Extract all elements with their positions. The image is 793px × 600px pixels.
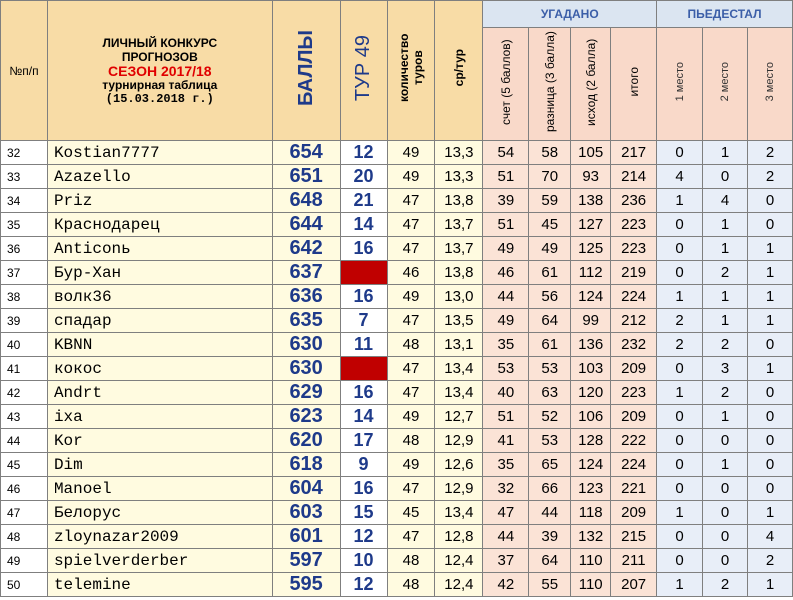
points-cell: 648 <box>272 189 340 213</box>
avg-cell: 12,9 <box>435 477 483 501</box>
place1-cell: 1 <box>657 285 703 309</box>
place1-cell: 0 <box>657 477 703 501</box>
place3-cell: 0 <box>747 213 792 237</box>
col-header-points: БАЛЛЫ <box>272 1 340 141</box>
place3-cell: 2 <box>747 165 792 189</box>
tour-cell: 12 <box>340 525 387 549</box>
table-row <box>1 285 793 309</box>
avg-cell: 13,4 <box>435 501 483 525</box>
participant-name: Бур-Хан <box>47 261 272 285</box>
outcome-cell: 128 <box>571 429 611 453</box>
table-row <box>1 189 793 213</box>
tour-cell: 7 <box>340 309 387 333</box>
points-cell: 601 <box>272 525 340 549</box>
score-cell: 53 <box>483 357 529 381</box>
avg-cell: 13,3 <box>435 141 483 165</box>
place1-cell: 0 <box>657 237 703 261</box>
diff-cell: 39 <box>529 525 571 549</box>
tour-cell: 12 <box>340 141 387 165</box>
col-header-total: итого <box>611 28 657 141</box>
points-cell: 597 <box>272 549 340 573</box>
total-cell: 209 <box>611 501 657 525</box>
score-cell: 32 <box>483 477 529 501</box>
total-cell: 224 <box>611 285 657 309</box>
avg-cell: 13,3 <box>435 165 483 189</box>
score-cell: 37 <box>483 549 529 573</box>
table-row <box>1 501 793 525</box>
place3-cell: 1 <box>747 237 792 261</box>
avg-cell: 12,9 <box>435 429 483 453</box>
tour-cell: 15 <box>340 501 387 525</box>
tours-count-cell: 49 <box>387 165 435 189</box>
title-subtitle: турнирная таблица <box>102 77 218 92</box>
tour-cell: 21 <box>340 189 387 213</box>
table-row <box>1 429 793 453</box>
diff-cell: 65 <box>529 453 571 477</box>
score-cell: 51 <box>483 405 529 429</box>
table-row <box>1 573 793 597</box>
place3-cell: 0 <box>747 429 792 453</box>
score-cell: 51 <box>483 213 529 237</box>
place1-cell: 0 <box>657 261 703 285</box>
place1-cell: 1 <box>657 573 703 597</box>
participant-name: zloynazar2009 <box>47 525 272 549</box>
outcome-cell: 103 <box>571 357 611 381</box>
row-number: 40 <box>1 333 48 357</box>
diff-cell: 70 <box>529 165 571 189</box>
participant-name: KBNN <box>47 333 272 357</box>
outcome-cell: 99 <box>571 309 611 333</box>
place2-cell: 1 <box>703 213 748 237</box>
points-cell: 620 <box>272 429 340 453</box>
participant-name: Andrt <box>47 381 272 405</box>
avg-cell: 12,4 <box>435 573 483 597</box>
table-row <box>1 261 793 285</box>
participant-name: волк36 <box>47 285 272 309</box>
place3-cell: 0 <box>747 405 792 429</box>
tour-cell: 16 <box>340 381 387 405</box>
table-row <box>1 477 793 501</box>
diff-cell: 59 <box>529 189 571 213</box>
score-cell: 39 <box>483 189 529 213</box>
diff-cell: 64 <box>529 549 571 573</box>
row-number: 35 <box>1 213 48 237</box>
participant-name: spielverderber <box>47 549 272 573</box>
place2-cell: 1 <box>703 405 748 429</box>
col-header-place3: 3 место <box>747 28 792 141</box>
tour-cell <box>340 357 387 381</box>
col-header-score: счет (5 баллов) <box>483 28 529 141</box>
place3-cell: 2 <box>747 549 792 573</box>
tours-count-cell: 48 <box>387 549 435 573</box>
outcome-cell: 127 <box>571 213 611 237</box>
total-cell: 211 <box>611 549 657 573</box>
points-cell: 595 <box>272 573 340 597</box>
avg-cell: 12,7 <box>435 405 483 429</box>
table-row <box>1 453 793 477</box>
total-cell: 222 <box>611 429 657 453</box>
diff-cell: 61 <box>529 333 571 357</box>
score-cell: 35 <box>483 453 529 477</box>
place1-cell: 1 <box>657 501 703 525</box>
tours-count-cell: 49 <box>387 141 435 165</box>
col-header-number: №п/п <box>1 1 48 141</box>
avg-cell: 12,8 <box>435 525 483 549</box>
place2-cell: 0 <box>703 429 748 453</box>
points-cell: 630 <box>272 357 340 381</box>
tour-cell: 11 <box>340 333 387 357</box>
row-number: 36 <box>1 237 48 261</box>
place3-cell: 1 <box>747 261 792 285</box>
row-number: 46 <box>1 477 48 501</box>
place3-cell: 1 <box>747 573 792 597</box>
participant-name: Краснодарец <box>47 213 272 237</box>
group-header-podium: ПЬЕДЕСТАЛ <box>657 1 793 28</box>
table-row <box>1 309 793 333</box>
place2-cell: 0 <box>703 477 748 501</box>
tours-count-cell: 47 <box>387 357 435 381</box>
col-header-avg: ср/тур <box>435 1 483 141</box>
tours-count-cell: 45 <box>387 501 435 525</box>
place1-cell: 0 <box>657 549 703 573</box>
page-title <box>47 1 272 141</box>
diff-cell: 61 <box>529 261 571 285</box>
place3-cell: 0 <box>747 189 792 213</box>
total-cell: 223 <box>611 213 657 237</box>
outcome-cell: 124 <box>571 285 611 309</box>
total-cell: 223 <box>611 381 657 405</box>
place3-cell: 4 <box>747 525 792 549</box>
score-cell: 44 <box>483 285 529 309</box>
participant-name: ixa <box>47 405 272 429</box>
place3-cell: 0 <box>747 477 792 501</box>
total-cell: 207 <box>611 573 657 597</box>
total-cell: 232 <box>611 333 657 357</box>
tours-count-cell: 47 <box>387 189 435 213</box>
avg-cell: 13,1 <box>435 333 483 357</box>
tour-cell: 16 <box>340 285 387 309</box>
total-cell: 223 <box>611 237 657 261</box>
col-header-tours-count: количество туров <box>387 1 435 141</box>
row-number: 39 <box>1 309 48 333</box>
place2-cell: 0 <box>703 549 748 573</box>
score-cell: 42 <box>483 573 529 597</box>
place3-cell: 2 <box>747 141 792 165</box>
participant-name: спадар <box>47 309 272 333</box>
points-cell: 651 <box>272 165 340 189</box>
outcome-cell: 138 <box>571 189 611 213</box>
tours-count-cell: 47 <box>387 237 435 261</box>
score-cell: 41 <box>483 429 529 453</box>
title-line-2: ПРОГНОЗОВ <box>121 49 198 64</box>
row-number: 34 <box>1 189 48 213</box>
tours-count-cell: 47 <box>387 477 435 501</box>
score-cell: 40 <box>483 381 529 405</box>
place2-cell: 1 <box>703 453 748 477</box>
place1-cell: 0 <box>657 429 703 453</box>
place2-cell: 1 <box>703 309 748 333</box>
tours-count-cell: 49 <box>387 405 435 429</box>
avg-cell: 13,8 <box>435 261 483 285</box>
points-cell: 603 <box>272 501 340 525</box>
diff-cell: 56 <box>529 285 571 309</box>
place2-cell: 0 <box>703 501 748 525</box>
outcome-cell: 112 <box>571 261 611 285</box>
tours-count-cell: 49 <box>387 453 435 477</box>
diff-cell: 45 <box>529 213 571 237</box>
score-cell: 49 <box>483 309 529 333</box>
points-cell: 630 <box>272 333 340 357</box>
diff-cell: 53 <box>529 429 571 453</box>
total-cell: 212 <box>611 309 657 333</box>
standings-body <box>1 141 793 597</box>
place3-cell: 0 <box>747 381 792 405</box>
avg-cell: 13,4 <box>435 381 483 405</box>
diff-cell: 52 <box>529 405 571 429</box>
total-cell: 214 <box>611 165 657 189</box>
points-cell: 636 <box>272 285 340 309</box>
tours-count-cell: 48 <box>387 333 435 357</box>
tours-count-cell: 48 <box>387 429 435 453</box>
diff-cell: 55 <box>529 573 571 597</box>
score-cell: 49 <box>483 237 529 261</box>
col-header-place2: 2 место <box>703 28 748 141</box>
row-number: 38 <box>1 285 48 309</box>
place3-cell: 0 <box>747 453 792 477</box>
diff-cell: 64 <box>529 309 571 333</box>
place1-cell: 2 <box>657 309 703 333</box>
participant-name: Priz <box>47 189 272 213</box>
outcome-cell: 125 <box>571 237 611 261</box>
avg-cell: 12,4 <box>435 549 483 573</box>
place2-cell: 2 <box>703 381 748 405</box>
outcome-cell: 105 <box>571 141 611 165</box>
col-header-place1: 1 место <box>657 28 703 141</box>
col-header-outcome: исход (2 балла) <box>571 28 611 141</box>
table-row <box>1 405 793 429</box>
points-cell: 642 <box>272 237 340 261</box>
outcome-cell: 123 <box>571 477 611 501</box>
tour-cell: 16 <box>340 237 387 261</box>
participant-name: Dim <box>47 453 272 477</box>
tour-cell: 9 <box>340 453 387 477</box>
participant-name: Kostian7777 <box>47 141 272 165</box>
season-label: СЕЗОН 2017/18 <box>108 62 212 79</box>
points-cell: 629 <box>272 381 340 405</box>
place2-cell: 0 <box>703 165 748 189</box>
avg-cell: 13,5 <box>435 309 483 333</box>
tours-count-cell: 46 <box>387 261 435 285</box>
place1-cell: 1 <box>657 189 703 213</box>
outcome-cell: 132 <box>571 525 611 549</box>
participant-name: Kor <box>47 429 272 453</box>
title-line-1: ЛИЧНЫЙ КОНКУРС <box>102 35 218 50</box>
tours-count-cell: 47 <box>387 213 435 237</box>
place2-cell: 4 <box>703 189 748 213</box>
place1-cell: 0 <box>657 525 703 549</box>
place3-cell: 1 <box>747 501 792 525</box>
tour-cell: 10 <box>340 549 387 573</box>
points-cell: 635 <box>272 309 340 333</box>
outcome-cell: 110 <box>571 549 611 573</box>
total-cell: 217 <box>611 141 657 165</box>
place2-cell: 1 <box>703 237 748 261</box>
row-number: 32 <box>1 141 48 165</box>
outcome-cell: 136 <box>571 333 611 357</box>
score-cell: 44 <box>483 525 529 549</box>
outcome-cell: 120 <box>571 381 611 405</box>
diff-cell: 66 <box>529 477 571 501</box>
place2-cell: 3 <box>703 357 748 381</box>
avg-cell: 13,8 <box>435 189 483 213</box>
avg-cell: 13,0 <box>435 285 483 309</box>
total-cell: 236 <box>611 189 657 213</box>
place2-cell: 1 <box>703 285 748 309</box>
place1-cell: 0 <box>657 141 703 165</box>
tours-count-cell: 47 <box>387 381 435 405</box>
total-cell: 221 <box>611 477 657 501</box>
row-number: 50 <box>1 573 48 597</box>
participant-name: telemine <box>47 573 272 597</box>
score-cell: 46 <box>483 261 529 285</box>
col-header-tour: ТУР 49 <box>340 1 387 141</box>
participant-name: кокос <box>47 357 272 381</box>
points-cell: 623 <box>272 405 340 429</box>
col-header-diff: разница (3 балла) <box>529 28 571 141</box>
total-cell: 209 <box>611 357 657 381</box>
tour-cell: 14 <box>340 213 387 237</box>
row-number: 42 <box>1 381 48 405</box>
place1-cell: 2 <box>657 333 703 357</box>
points-cell: 644 <box>272 213 340 237</box>
place3-cell: 1 <box>747 285 792 309</box>
diff-cell: 44 <box>529 501 571 525</box>
table-row <box>1 525 793 549</box>
place3-cell: 1 <box>747 309 792 333</box>
tour-cell: 12 <box>340 573 387 597</box>
tour-cell: 16 <box>340 477 387 501</box>
tours-count-cell: 47 <box>387 309 435 333</box>
table-row <box>1 357 793 381</box>
diff-cell: 53 <box>529 357 571 381</box>
place2-cell: 2 <box>703 573 748 597</box>
table-row <box>1 141 793 165</box>
diff-cell: 58 <box>529 141 571 165</box>
outcome-cell: 118 <box>571 501 611 525</box>
points-cell: 654 <box>272 141 340 165</box>
row-number: 43 <box>1 405 48 429</box>
points-cell: 637 <box>272 261 340 285</box>
participant-name: Azazello <box>47 165 272 189</box>
tours-count-cell: 48 <box>387 573 435 597</box>
outcome-cell: 93 <box>571 165 611 189</box>
total-cell: 219 <box>611 261 657 285</box>
table-row <box>1 237 793 261</box>
row-number: 47 <box>1 501 48 525</box>
avg-cell: 12,6 <box>435 453 483 477</box>
place1-cell: 0 <box>657 213 703 237</box>
outcome-cell: 110 <box>571 573 611 597</box>
participant-name: Белорус <box>47 501 272 525</box>
avg-cell: 13,7 <box>435 213 483 237</box>
score-cell: 35 <box>483 333 529 357</box>
score-cell: 51 <box>483 165 529 189</box>
place1-cell: 1 <box>657 381 703 405</box>
diff-cell: 63 <box>529 381 571 405</box>
row-number: 48 <box>1 525 48 549</box>
avg-cell: 13,7 <box>435 237 483 261</box>
row-number: 44 <box>1 429 48 453</box>
score-cell: 54 <box>483 141 529 165</box>
place2-cell: 1 <box>703 141 748 165</box>
place2-cell: 2 <box>703 333 748 357</box>
place1-cell: 0 <box>657 405 703 429</box>
participant-name: Manoel <box>47 477 272 501</box>
table-row <box>1 333 793 357</box>
tour-cell: 17 <box>340 429 387 453</box>
place3-cell: 1 <box>747 357 792 381</box>
total-cell: 209 <box>611 405 657 429</box>
title-date: (15.03.2018 г.) <box>105 91 214 106</box>
score-cell: 47 <box>483 501 529 525</box>
place1-cell: 4 <box>657 165 703 189</box>
total-cell: 215 <box>611 525 657 549</box>
group-header-guessed: УГАДАНО <box>483 1 657 28</box>
table-row <box>1 549 793 573</box>
row-number: 33 <box>1 165 48 189</box>
place1-cell: 0 <box>657 453 703 477</box>
row-number: 45 <box>1 453 48 477</box>
table-row <box>1 165 793 189</box>
outcome-cell: 106 <box>571 405 611 429</box>
tours-count-cell: 47 <box>387 525 435 549</box>
tour-cell <box>340 261 387 285</box>
avg-cell: 13,4 <box>435 357 483 381</box>
row-number: 49 <box>1 549 48 573</box>
tour-cell: 14 <box>340 405 387 429</box>
points-cell: 618 <box>272 453 340 477</box>
tour-cell: 20 <box>340 165 387 189</box>
row-number: 37 <box>1 261 48 285</box>
place3-cell: 0 <box>747 333 792 357</box>
outcome-cell: 124 <box>571 453 611 477</box>
place2-cell: 0 <box>703 525 748 549</box>
table-row <box>1 381 793 405</box>
row-number: 41 <box>1 357 48 381</box>
points-cell: 604 <box>272 477 340 501</box>
total-cell: 224 <box>611 453 657 477</box>
diff-cell: 49 <box>529 237 571 261</box>
tours-count-cell: 49 <box>387 285 435 309</box>
participant-name: Anticonь <box>47 237 272 261</box>
table-row <box>1 213 793 237</box>
place1-cell: 0 <box>657 357 703 381</box>
place2-cell: 2 <box>703 261 748 285</box>
